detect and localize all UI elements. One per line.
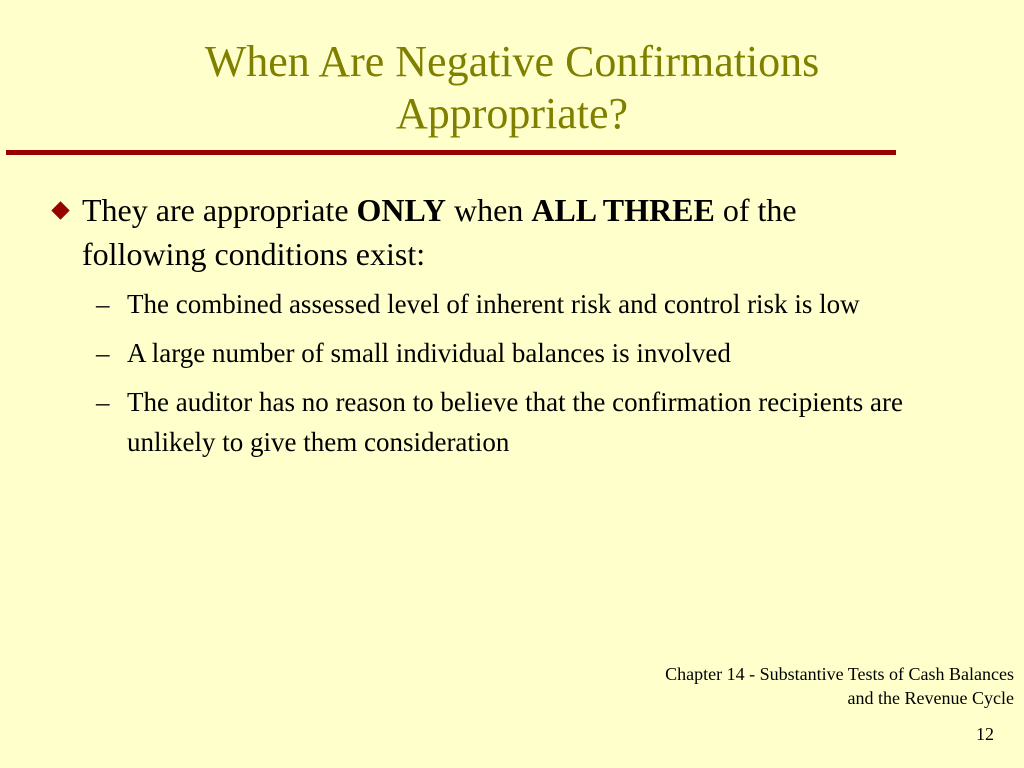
footer-line-2: and the Revenue Cycle — [847, 688, 1014, 708]
condition-item — [48, 284, 908, 324]
footer-line-1: Chapter 14 - Substantive Tests of Cash Balances — [665, 664, 1014, 684]
title-divider — [6, 150, 896, 155]
condition-item — [48, 333, 908, 373]
condition-list — [48, 284, 908, 462]
dash-marker: – — [96, 289, 110, 319]
main-bullet-emphasis-only: ONLY — [356, 192, 447, 228]
title-line-1: When Are Negative Confirmations — [204, 37, 820, 86]
main-bullet-text-after: of the following conditions exist: — [82, 192, 797, 272]
slide-title — [100, 36, 924, 140]
condition-text: The combined assessed level of inherent risk and control risk is low — [127, 289, 860, 319]
condition-text: A large number of small individual balances is involved — [127, 338, 731, 368]
main-bullet-text-before: They are appropriate — [82, 192, 357, 228]
dash-marker: – — [96, 338, 110, 368]
slide-footer — [665, 662, 1014, 710]
main-bullet — [48, 188, 908, 276]
main-bullet-emphasis-all-three: ALL THREE — [531, 192, 715, 228]
diamond-bullet-icon — [51, 201, 69, 219]
slide-content — [48, 188, 908, 471]
title-line-2: Appropriate? — [395, 89, 629, 138]
page-number: 12 — [976, 724, 994, 744]
main-bullet-text-middle: when — [446, 192, 532, 228]
condition-item — [48, 382, 908, 462]
dash-marker: – — [96, 387, 110, 417]
condition-text: The auditor has no reason to believe that the confirmation recipients are unlikely to give them consideration — [127, 387, 903, 457]
